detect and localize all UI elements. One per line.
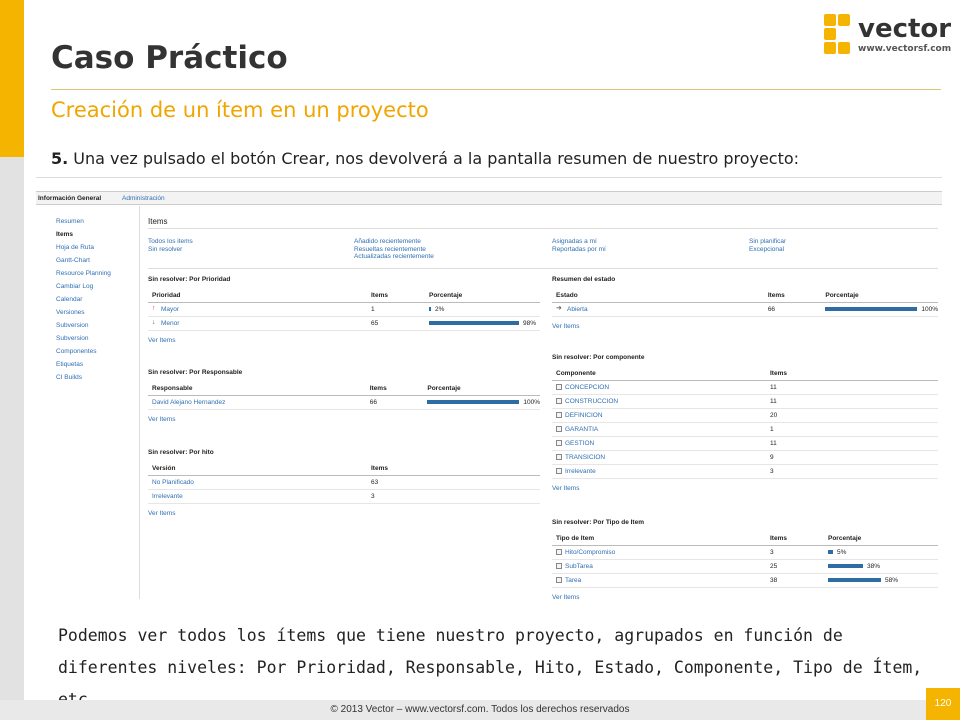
- percent-bar: [429, 307, 431, 311]
- row-items: 11: [766, 394, 938, 408]
- sidebar-divider: [139, 206, 140, 599]
- table-row: [552, 450, 938, 464]
- percent-label: 5%: [837, 548, 847, 556]
- row-name-cell[interactable]: [148, 302, 367, 316]
- table-row: [552, 302, 938, 316]
- priority-arrow-icon: ↑: [152, 304, 156, 312]
- ver-items-link[interactable]: Ver Items: [148, 336, 176, 344]
- percent-label: 98%: [523, 319, 537, 327]
- row-items: 20: [766, 408, 938, 422]
- title-divider: [148, 228, 938, 229]
- row-name-cell[interactable]: [552, 545, 766, 559]
- row-items: 11: [766, 380, 938, 394]
- row-name: Tarea: [565, 576, 582, 584]
- sidebar-item[interactable]: Hoja de Ruta: [56, 244, 94, 251]
- componente-table: [552, 368, 938, 479]
- sidebar-item[interactable]: Items: [56, 231, 73, 238]
- table-row: [552, 573, 938, 587]
- row-percent-cell: [824, 573, 938, 587]
- panel-heading: Sin resolver: Por Tipo de Item: [552, 519, 644, 526]
- sidebar-item[interactable]: Calendar: [56, 296, 83, 303]
- component-icon: [556, 426, 562, 432]
- panel-componente: [552, 354, 938, 492]
- table-row: [148, 316, 540, 330]
- table-row: [552, 408, 938, 422]
- panel-heading: Resumen del estado: [552, 276, 616, 283]
- hito-table: [148, 463, 540, 504]
- percent-bar: [828, 564, 863, 568]
- col-header: Items: [764, 290, 822, 302]
- row-name: DEFINICION: [565, 411, 603, 419]
- col-header: Porcentaje: [821, 290, 938, 302]
- step-text: [51, 149, 799, 168]
- row-name-cell[interactable]: [148, 489, 367, 503]
- col-header: Versión: [148, 463, 367, 475]
- row-name-cell[interactable]: [552, 394, 766, 408]
- col-header: Items: [766, 533, 824, 545]
- row-items: 3: [766, 464, 938, 478]
- filter-col-3: [552, 238, 606, 253]
- row-percent-cell: [824, 545, 938, 559]
- component-icon: [556, 468, 562, 474]
- step-body: Una vez pulsado el botón Crear, nos devolverá a la pantalla resumen de nuestro proyecto:: [68, 149, 800, 168]
- vector-logo: [820, 12, 950, 56]
- filter-link[interactable]: Añadido recientemente: [354, 238, 421, 245]
- percent-label: 38%: [867, 562, 881, 570]
- component-icon: [556, 440, 562, 446]
- sidebar-item[interactable]: Subversion: [56, 335, 89, 342]
- ver-items-link[interactable]: Ver Items: [552, 322, 580, 330]
- row-items: 1: [766, 422, 938, 436]
- ver-items-link[interactable]: Ver Items: [552, 593, 580, 599]
- col-header: Porcentaje: [423, 383, 540, 395]
- filters-divider: [148, 268, 938, 269]
- component-icon: [556, 454, 562, 460]
- row-name: SubTarea: [565, 562, 593, 570]
- percent-bar: [825, 307, 917, 311]
- row-name: No Planificado: [152, 478, 194, 486]
- row-items: 3: [367, 489, 540, 503]
- sidebar-item[interactable]: Etiquetas: [56, 361, 84, 368]
- row-items: 11: [766, 436, 938, 450]
- row-name: David Alejano Hernandez: [152, 398, 226, 406]
- filter-link[interactable]: Excepcional: [749, 245, 785, 253]
- page-number: 120: [926, 688, 960, 720]
- table-row: [148, 302, 540, 316]
- logo-url: www.vectorsf.com: [858, 44, 952, 54]
- sidebar-item[interactable]: Cambiar Log: [56, 283, 94, 290]
- item-type-icon: [556, 563, 562, 569]
- filter-link[interactable]: Asignadas a mí: [552, 238, 597, 245]
- table-row: [552, 422, 938, 436]
- panel-heading: Sin resolver: Por hito: [148, 449, 214, 456]
- panel-estado: [552, 276, 938, 330]
- panel-heading: Sin resolver: Por Prioridad: [148, 276, 231, 283]
- percent-label: 2%: [435, 305, 445, 313]
- col-header: Responsable: [148, 383, 366, 395]
- row-name-cell[interactable]: [552, 573, 766, 587]
- ver-items-link[interactable]: Ver Items: [148, 509, 176, 517]
- filter-link[interactable]: Actualizadas recientemente: [354, 253, 434, 260]
- status-arrow-icon: ➜: [556, 304, 562, 312]
- table-row: [552, 436, 938, 450]
- panel-heading: Sin resolver: Por Responsable: [148, 369, 243, 376]
- col-header: Porcentaje: [425, 290, 540, 302]
- col-header: Tipo de Item: [552, 533, 766, 545]
- row-items: 66: [764, 302, 822, 316]
- percent-bar: [828, 550, 833, 554]
- filter-link[interactable]: Todos los items: [148, 238, 193, 245]
- row-name: CONSTRUCCION: [565, 397, 619, 405]
- row-name: Hito/Compromiso: [565, 548, 616, 556]
- col-header: Prioridad: [148, 290, 367, 302]
- row-name: Menor: [161, 319, 180, 327]
- slide-title: Caso Práctico: [51, 40, 288, 76]
- col-header: Estado: [552, 290, 764, 302]
- panel-responsable: [148, 369, 540, 423]
- row-name-cell[interactable]: [148, 316, 367, 330]
- sidebar-item[interactable]: Resource Planning: [56, 270, 111, 277]
- row-name-cell[interactable]: [552, 559, 766, 573]
- col-header: Porcentaje: [824, 533, 938, 545]
- header-divider: [51, 89, 941, 90]
- row-items: 3: [766, 545, 824, 559]
- ver-items-link[interactable]: Ver Items: [148, 415, 176, 423]
- row-name-cell[interactable]: [148, 395, 366, 409]
- slide-description: Podemos ver todos los ítems que tiene nuestro proyecto, agrupados en función de diferentes niveles: Por Prioridad, Responsable, Hito, Estado, Componente, Tipo de Ítem,: [58, 626, 923, 677]
- panel-prioridad: [148, 276, 540, 344]
- component-icon: [556, 398, 562, 404]
- step-number: 5.: [51, 149, 69, 168]
- accent-bar: [0, 0, 24, 157]
- priority-arrow-icon: ↓: [152, 318, 156, 326]
- filter-col-1: [148, 238, 193, 253]
- sidebar-item[interactable]: Versiones: [56, 309, 85, 316]
- top-nav: [36, 191, 942, 205]
- row-name: GARANTIA: [565, 425, 599, 433]
- component-icon: [556, 384, 562, 390]
- panel-hito: [148, 449, 540, 517]
- responsable-table: [148, 383, 540, 410]
- filter-col-2: [354, 238, 434, 261]
- row-items: 63: [367, 475, 540, 489]
- percent-label: 100%: [921, 305, 938, 313]
- row-name: CONCEPCION: [565, 383, 610, 391]
- col-header: Items: [367, 463, 540, 475]
- table-row: [552, 545, 938, 559]
- panel-tipo: [552, 519, 938, 599]
- filter-col-4: [749, 238, 786, 253]
- col-header: Items: [367, 290, 425, 302]
- table-row: [148, 475, 540, 489]
- tab-informacion-general[interactable]: Información General: [38, 195, 102, 202]
- sidebar-item[interactable]: Subversion: [56, 322, 89, 329]
- row-items: 66: [366, 395, 424, 409]
- row-items: 1: [367, 302, 425, 316]
- filter-link[interactable]: Sin planificar: [749, 238, 787, 245]
- side-strip: [0, 157, 24, 720]
- sidebar-item[interactable]: Resumen: [56, 218, 84, 225]
- prioridad-table: [148, 290, 540, 331]
- row-items: 65: [367, 316, 425, 330]
- col-header: Componente: [552, 368, 766, 380]
- row-name-cell[interactable]: [552, 302, 764, 316]
- panel-heading: Sin resolver: Por componente: [552, 354, 645, 361]
- estado-table: [552, 290, 938, 317]
- filter-link[interactable]: Resueltas recientemente: [354, 245, 426, 253]
- row-name: GESTION: [565, 439, 595, 447]
- percent-bar: [429, 321, 519, 325]
- row-name-cell[interactable]: [148, 475, 367, 489]
- percent-bar: [828, 578, 881, 582]
- percent-label: 58%: [885, 576, 899, 584]
- sidebar-item[interactable]: Gantt-Chart: [56, 257, 90, 264]
- percent-bar: [427, 400, 519, 404]
- row-name-cell[interactable]: [552, 422, 766, 436]
- table-row: [148, 489, 540, 503]
- row-name-cell[interactable]: [552, 450, 766, 464]
- table-row: [552, 394, 938, 408]
- row-name: TRANSICION: [565, 453, 606, 461]
- footer-copyright: © 2013 Vector – www.vectorsf.com. Todos los derechos reservados: [330, 704, 630, 715]
- ver-items-link[interactable]: Ver Items: [552, 484, 580, 492]
- row-items: 9: [766, 450, 938, 464]
- logo-word: vector: [858, 14, 952, 44]
- col-header: Items: [766, 368, 938, 380]
- item-type-icon: [556, 577, 562, 583]
- tab-administracion[interactable]: Administración: [122, 195, 165, 202]
- table-row: [552, 559, 938, 573]
- filter-link[interactable]: Reportadas por mí: [552, 245, 606, 253]
- row-name: Mayor: [161, 305, 180, 313]
- item-type-icon: [556, 549, 562, 555]
- row-name-cell[interactable]: [552, 464, 766, 478]
- sidebar-item[interactable]: Componentes: [56, 348, 97, 355]
- sidebar-item[interactable]: CI Builds: [56, 374, 83, 381]
- row-percent-cell: [425, 316, 540, 330]
- app-screenshot: [36, 177, 942, 599]
- tipo-table: [552, 533, 938, 588]
- row-percent-cell: [423, 395, 540, 409]
- percent-label: 100%: [523, 398, 540, 406]
- col-header: Items: [366, 383, 424, 395]
- table-row: [148, 395, 540, 409]
- table-row: [552, 464, 938, 478]
- page-title: Items: [148, 217, 168, 226]
- row-name: Irrelevante: [152, 492, 183, 500]
- row-items: 25: [766, 559, 824, 573]
- row-percent-cell: [824, 559, 938, 573]
- sidebar: [56, 218, 111, 387]
- table-row: [552, 380, 938, 394]
- row-percent-cell: [821, 302, 938, 316]
- component-icon: [556, 412, 562, 418]
- row-name-cell[interactable]: [552, 408, 766, 422]
- row-name: Irrelevante: [565, 467, 596, 475]
- row-name-cell[interactable]: [552, 436, 766, 450]
- row-items: 38: [766, 573, 824, 587]
- filter-link[interactable]: Sin resolver: [148, 245, 183, 253]
- row-name: Abierta: [567, 305, 588, 313]
- row-percent-cell: [425, 302, 540, 316]
- row-name-cell[interactable]: [552, 380, 766, 394]
- slide-subtitle: Creación de un ítem en un proyecto: [51, 98, 429, 122]
